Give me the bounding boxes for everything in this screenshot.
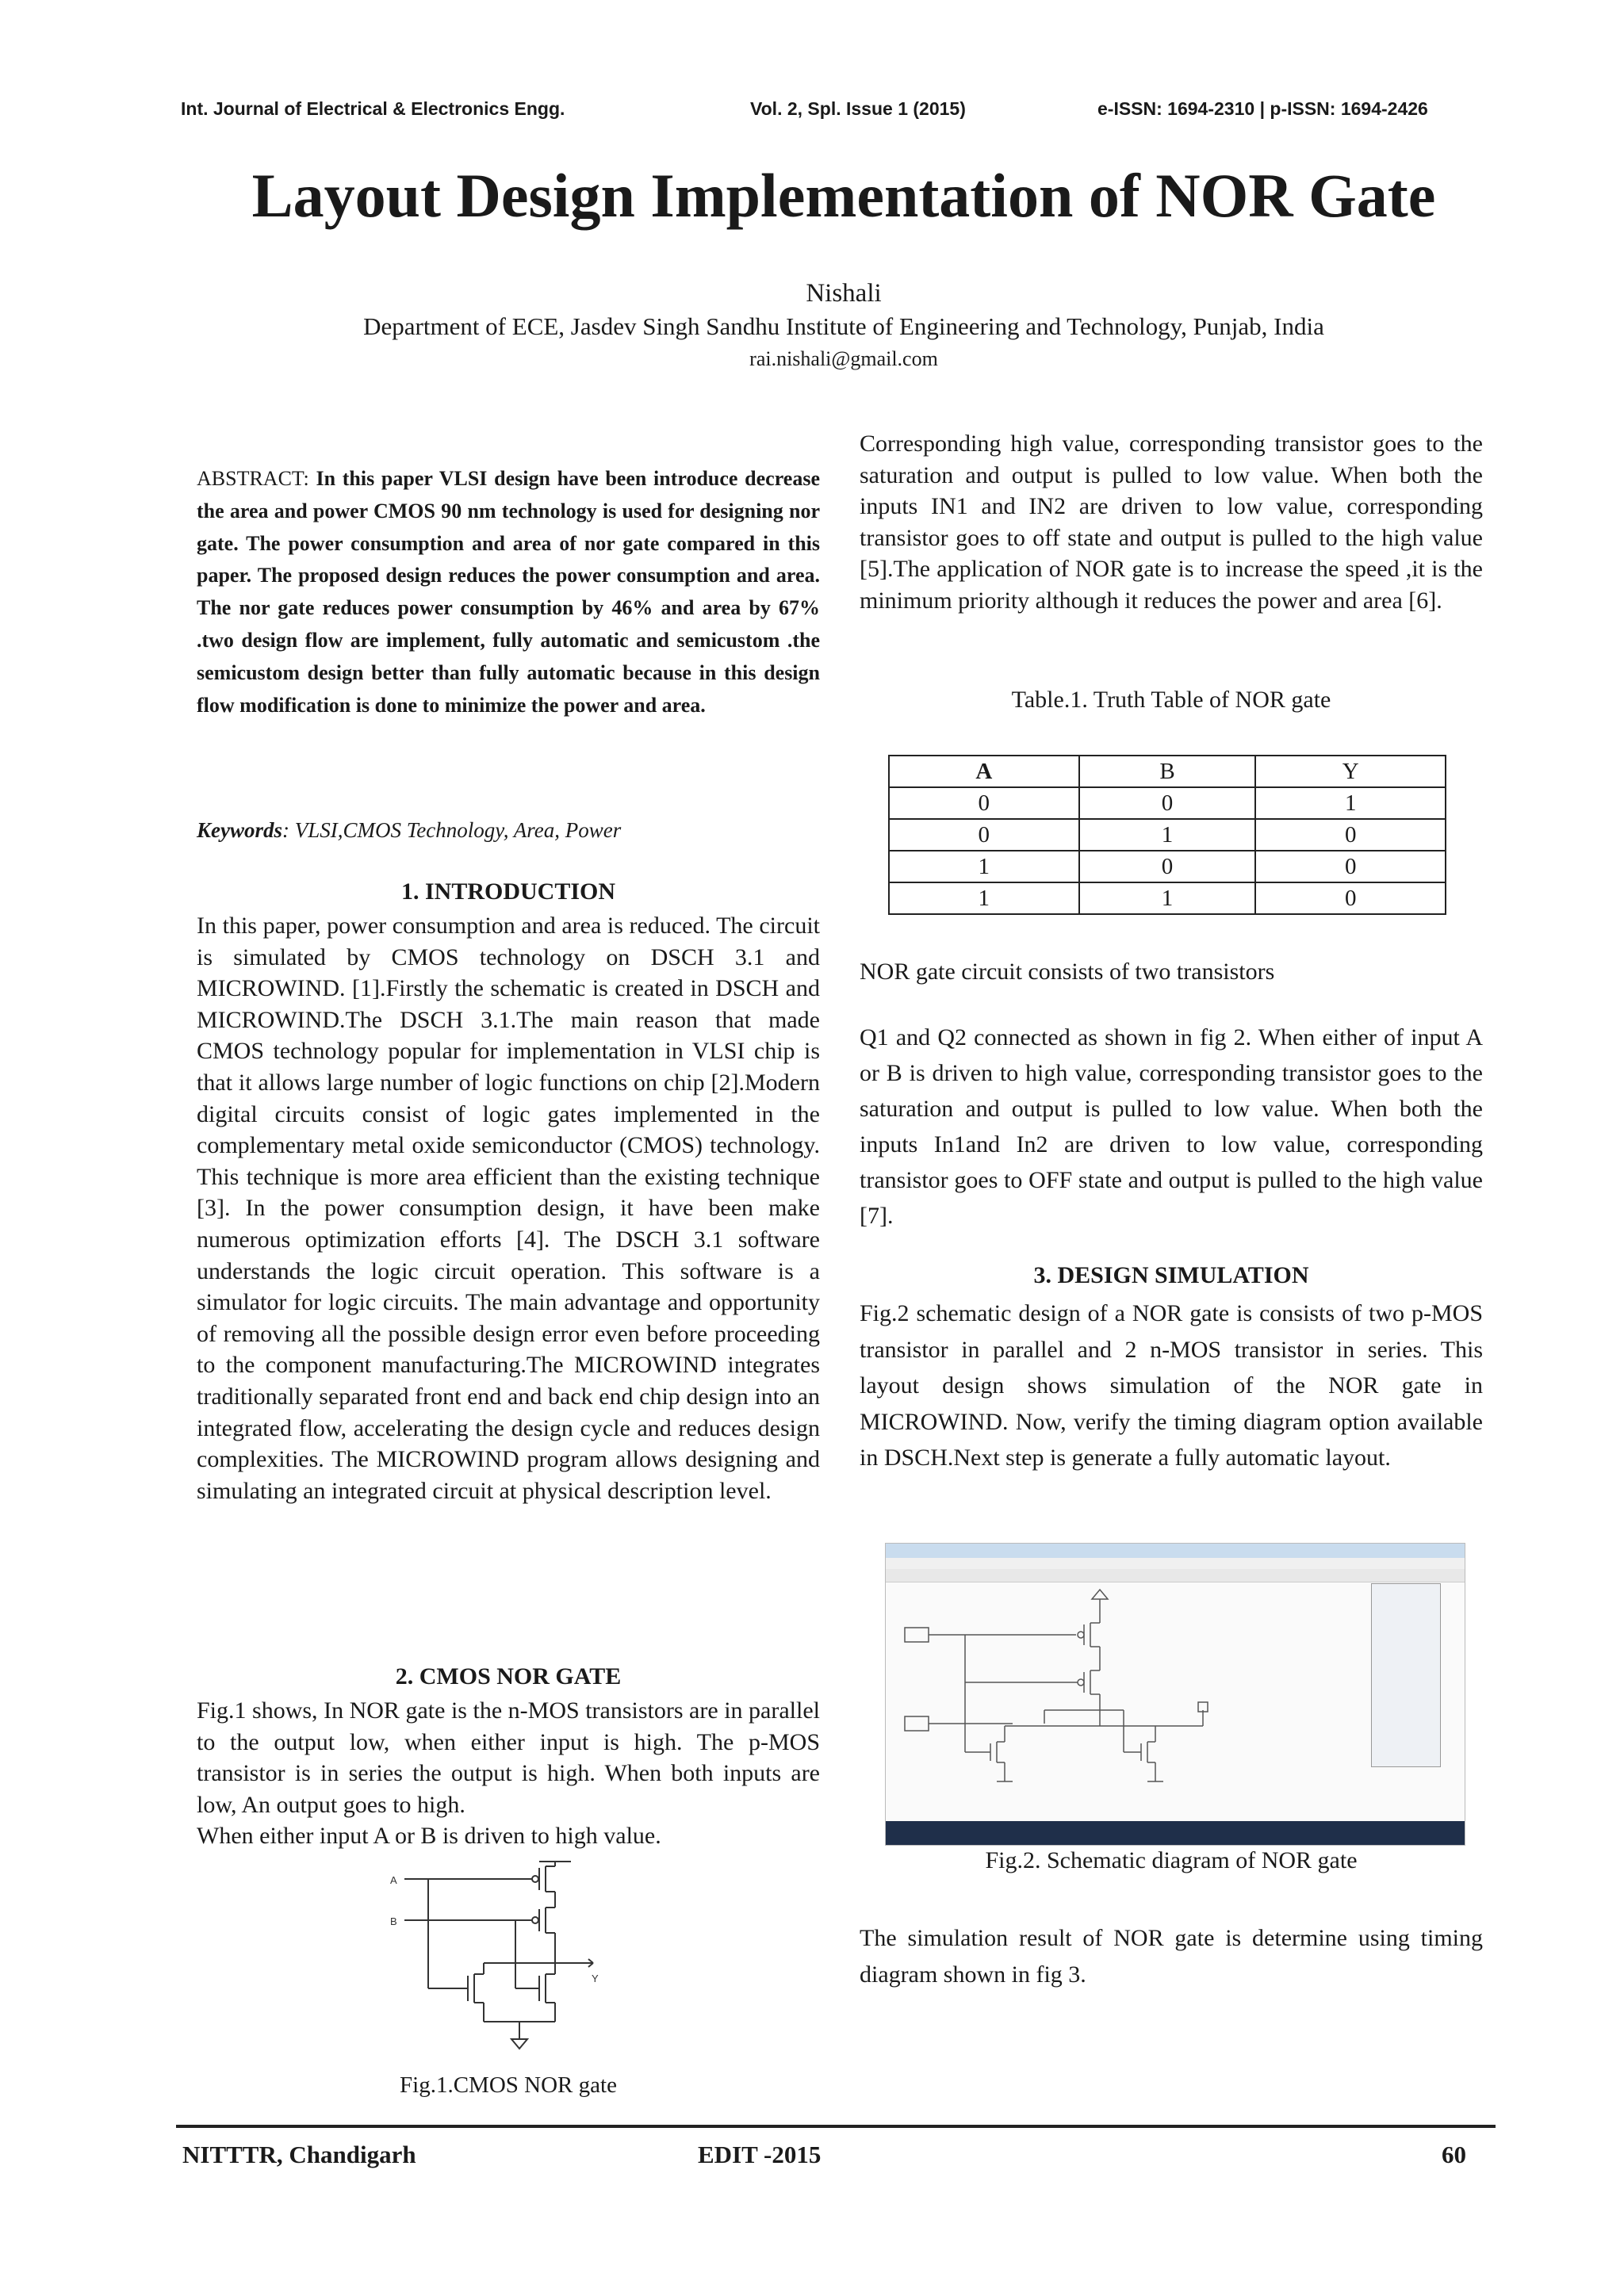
- journal-name: Int. Journal of Electrical & Electronics Engg.: [181, 98, 565, 119]
- table-cell: 1: [1079, 819, 1256, 851]
- introduction-text: In this paper, power consumption and area is reduced. The circuit is simulated by CMOS technology on DSCH 3.1 and MICROWIND. [1].Firstly the schematic is created in DSCH and MICROWIND.The DSCH 3.1.The main reason that made CMOS technology popular for implementation in VLSI chip is that it allows large number of logic functions on chip [2].Modern digital circuits consist of logic gates implemented in the complementary metal oxide semiconductor (CMOS) technology. This technique is more area efficient than the existing technique [3]. In the power consumption design, it have been make numerous optimization efforts [4]. The DSCH 3.1 software understands the logic circuit operation. This software is a simulator for logic circuits. The main advantage and opportunity of removing all the possible design error even before proceeding to the component manufacturing.The MICROWIND integrates traditionally separated front end and back end chip design into an integrated flow, accelerating the design cycle and reduces design complexities. The MICROWIND program allows designing and simulating an integrated circuit at physical description level.: [197, 913, 820, 1504]
- section-heading-design-simulation: 3. DESIGN SIMULATION: [1033, 1262, 1309, 1288]
- table-header-y: Y: [1255, 756, 1446, 787]
- right-intro-text: Corresponding high value, corresponding transistor goes to the saturation and output is pulled to low value. When both the inputs IN1 and IN2 are driven to low value, corresponding transistor goes to off state and output is pulled to the high value [5].The application of NOR gate is to increase the speed ,it is the minimum priority although it reduces the power and area [6].: [860, 430, 1483, 614]
- table-cell: 1: [1079, 882, 1256, 914]
- fig1-label-y: Y: [592, 1973, 599, 1984]
- fig1-label-b: B: [390, 1915, 397, 1927]
- footer-rule: [176, 2125, 1496, 2128]
- fig1-label-a: A: [390, 1874, 397, 1886]
- cmos-nor-text: Fig.1 shows, In NOR gate is the n-MOS transistors are in parallel to the output low, when either input is high. The p-MOS transistor is in series the output is high. When both inputs are low, An output goes to high.: [197, 1697, 820, 1818]
- paper-title: Layout Design Implementation of NOR Gate: [251, 161, 1436, 230]
- table-row: [889, 787, 1446, 819]
- keywords-label: Keywords: [197, 818, 282, 842]
- table-header-row: [889, 756, 1446, 787]
- table-cell: 1: [889, 882, 1079, 914]
- table-header-a: A: [889, 756, 1079, 787]
- abstract-label: ABSTRACT:: [197, 467, 309, 490]
- table-row: [889, 882, 1446, 914]
- table-cell: 1: [1255, 787, 1446, 819]
- footer-institution: NITTTR, Chandigarh: [182, 2141, 416, 2168]
- windows-taskbar: [886, 1821, 1465, 1845]
- section-heading-cmos-nor: 2. CMOS NOR GATE: [395, 1663, 622, 1689]
- nor-circuit-line: NOR gate circuit consists of two transistors: [860, 959, 1275, 985]
- volume-issue: Vol. 2, Spl. Issue 1 (2015): [750, 98, 966, 119]
- issn: e-ISSN: 1694-2310 | p-ISSN: 1694-2426: [1097, 98, 1428, 119]
- symbol-palette: [1371, 1583, 1441, 1767]
- table-cell: 0: [889, 819, 1079, 851]
- keywords-text: : VLSI,CMOS Technology, Area, Power: [282, 818, 622, 842]
- table-cell: 0: [1079, 851, 1256, 882]
- table-cell: 0: [1255, 819, 1446, 851]
- table-cell: 0: [1255, 851, 1446, 882]
- design-simulation-text: Fig.2 schematic design of a NOR gate is consists of two p-MOS transistor in parallel and 2 n-MOS transistor in series. This layout design shows simulation of the NOR gate in MICROWIND. Now, verify the timing diagram option available in DSCH.Next step is generate a fully automatic layout.: [860, 1300, 1483, 1471]
- table-cell: 0: [1255, 882, 1446, 914]
- table-cell: 0: [1079, 787, 1256, 819]
- toolbar: [886, 1569, 1465, 1582]
- window-titlebar: [886, 1544, 1465, 1558]
- affiliation: Department of ECE, Jasdev Singh Sandhu Institute of Engineering and Technology, Punjab, India: [363, 312, 1324, 340]
- fig2-schematic-screenshot: [885, 1543, 1465, 1846]
- keywords: [197, 818, 820, 843]
- table-cell: 1: [889, 851, 1079, 882]
- menu-bar: [886, 1558, 1465, 1569]
- table-row: [889, 851, 1446, 882]
- table-row: [889, 819, 1446, 851]
- nor-circuit-text: Q1 and Q2 connected as shown in fig 2. When either of input A or B is driven to high value, corresponding transistor goes to the saturation and output is pulled to low value. When both the inputs In1and In2 are driven to low value, corresponding transistor goes to OFF state and output is pulled to the high value [7].: [860, 1024, 1483, 1229]
- author-email: rai.nishali@gmail.com: [749, 347, 938, 370]
- cmos-nor-text-2: When either input A or B is driven to high value.: [197, 1823, 661, 1849]
- table-cell: 0: [889, 787, 1079, 819]
- fig1-caption: Fig.1.CMOS NOR gate: [400, 2072, 617, 2098]
- table1-caption: Table.1. Truth Table of NOR gate: [1011, 687, 1331, 713]
- author-name: Nishali: [806, 279, 882, 308]
- footer-event: EDIT -2015: [698, 2141, 822, 2168]
- table-header-b: B: [1079, 756, 1256, 787]
- fig2-caption: Fig.2. Schematic diagram of NOR gate: [985, 1847, 1358, 1873]
- section-heading-introduction: 1. INTRODUCTION: [400, 878, 616, 905]
- abstract-text: In this paper VLSI design have been introduce decrease the area and power CMOS 90 nm technology is used for designing nor gate. The power consumption and area of nor gate compared in this paper. The proposed design reduces the power consumption and area. The nor gate reduces power consumption by 46% and area by 67% .two design flow are implement, fully automatic and semicustom .the semicustom design better than fully automatic because in this design flow modification is done to minimize the power and area.: [197, 467, 820, 717]
- page-number: 60: [1442, 2141, 1466, 2168]
- fig2-schematic-canvas: [886, 1583, 1362, 1821]
- fig1-cmos-nor-diagram: [381, 1855, 619, 2069]
- closing-text: The simulation result of NOR gate is determine using timing diagram shown in fig 3.: [860, 1925, 1483, 1988]
- truth-table: [888, 755, 1446, 915]
- abstract: [197, 463, 820, 721]
